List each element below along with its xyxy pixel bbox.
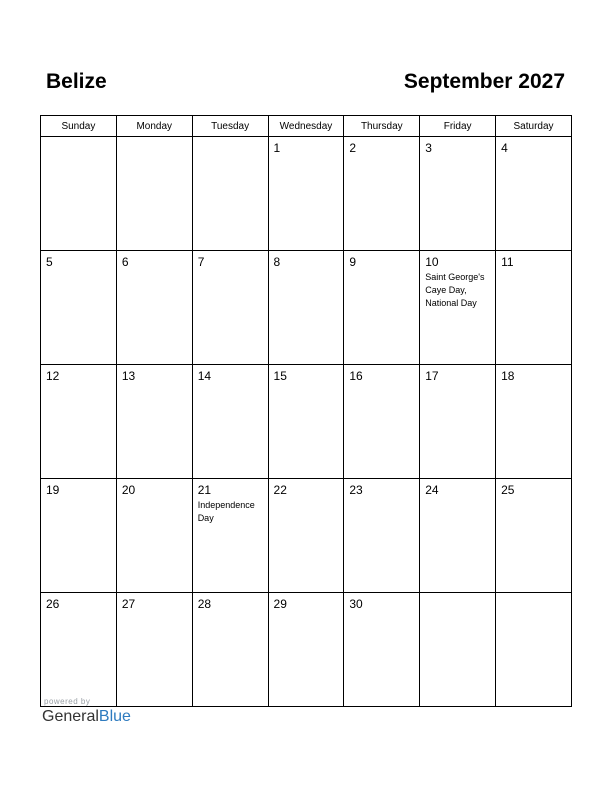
day-number: 15 (273, 369, 287, 383)
day-number: 6 (121, 255, 129, 269)
day-number: 13 (121, 369, 136, 383)
calendar-grid (40, 115, 572, 707)
day-number: 12 (46, 369, 60, 383)
day-number: 1 (273, 141, 281, 155)
weekday-friday: Friday (420, 116, 496, 137)
day-number: 28 (197, 597, 212, 611)
day-number: 21 (197, 483, 212, 497)
day-cell (192, 365, 268, 479)
week-row (41, 137, 572, 251)
week-row (41, 593, 572, 707)
day-cell (344, 365, 420, 479)
day-number: 26 (46, 597, 60, 611)
weekday-monday: Monday (116, 116, 192, 137)
day-cell (344, 251, 420, 365)
week-row (41, 365, 572, 479)
day-number: 23 (349, 483, 363, 497)
day-number: 22 (273, 483, 287, 497)
day-cell (41, 251, 117, 365)
weekday-header-row (41, 116, 572, 137)
day-cell (268, 365, 344, 479)
weekday-thursday: Thursday (344, 116, 420, 137)
day-number: 24 (425, 483, 439, 497)
day-number: 30 (349, 597, 363, 611)
day-number: 11 (501, 255, 514, 269)
day-cell (116, 479, 192, 593)
weekday-saturday: Saturday (496, 116, 572, 137)
day-cell (41, 593, 117, 707)
day-cell (268, 479, 344, 593)
day-cell (192, 593, 268, 707)
day-cell (496, 593, 572, 707)
day-number: 25 (501, 483, 515, 497)
day-number: 3 (425, 141, 432, 155)
day-number: 17 (425, 369, 439, 383)
day-number: 5 (46, 255, 53, 269)
day-number: 14 (197, 369, 212, 383)
day-cell (496, 251, 572, 365)
day-cell (496, 137, 572, 251)
day-number: 4 (501, 141, 508, 155)
day-cell (116, 251, 192, 365)
holiday-label: Saint George's Caye Day, National Day (425, 272, 485, 308)
country-title: Belize (46, 70, 107, 93)
day-number: 10 (425, 255, 439, 269)
day-number: 27 (121, 597, 136, 611)
logo-blue-text: Blue (98, 708, 131, 725)
day-cell (344, 479, 420, 593)
day-cell (116, 137, 192, 251)
day-number: 8 (273, 255, 281, 269)
day-cell (192, 251, 268, 365)
day-cell (268, 593, 344, 707)
day-cell (420, 593, 496, 707)
day-cell (41, 137, 117, 251)
day-cell (344, 593, 420, 707)
day-cell (268, 137, 344, 251)
week-row (41, 251, 572, 365)
weekday-tuesday: Tuesday (192, 116, 268, 137)
day-number: 18 (501, 369, 515, 383)
day-number: 20 (121, 483, 136, 497)
day-cell (420, 479, 496, 593)
day-cell (192, 479, 268, 593)
day-number: 2 (349, 141, 357, 155)
day-cell (420, 137, 496, 251)
weekday-wednesday: Wednesday (268, 116, 344, 137)
holiday-label: Independence Day (197, 500, 255, 523)
day-cell (496, 365, 572, 479)
day-cell (268, 251, 344, 365)
month-title: September 2027 (403, 70, 565, 93)
day-cell (344, 137, 420, 251)
day-cell (41, 365, 117, 479)
day-number: 9 (349, 255, 357, 269)
day-cell (420, 365, 496, 479)
day-number: 29 (273, 597, 287, 611)
week-row (41, 479, 572, 593)
day-cell (496, 479, 572, 593)
day-cell (116, 365, 192, 479)
day-cell (116, 593, 192, 707)
day-cell (41, 479, 117, 593)
day-number: 19 (46, 483, 60, 497)
weekday-sunday: Sunday (41, 116, 117, 137)
powered-by-text: powered by (44, 697, 91, 706)
day-number: 16 (349, 369, 363, 383)
day-cell (192, 137, 268, 251)
day-number: 7 (197, 255, 205, 269)
day-cell (420, 251, 496, 365)
logo-general-text: General (42, 708, 99, 725)
generalblue-logo[interactable] (42, 708, 131, 726)
